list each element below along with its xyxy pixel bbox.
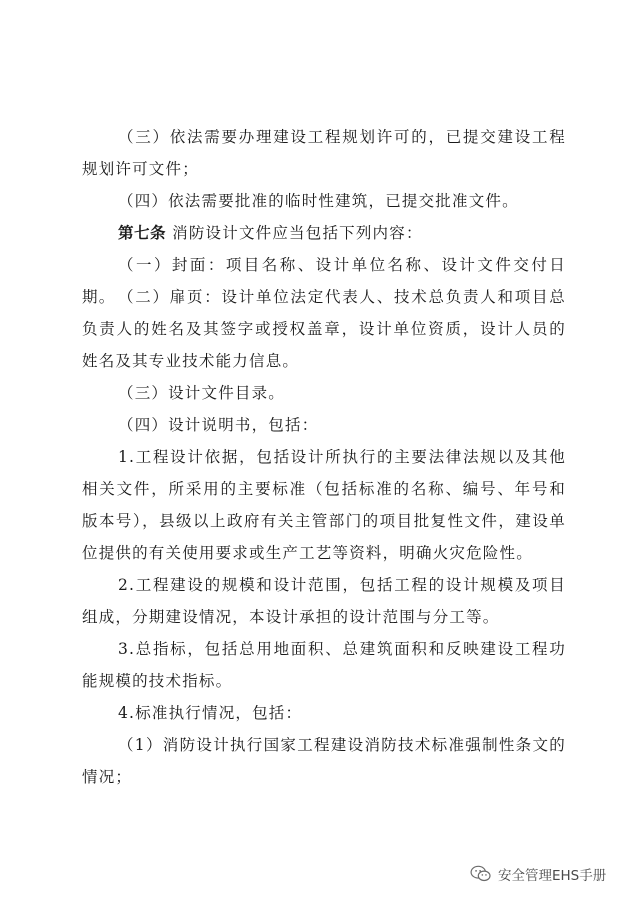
paragraph-standards: 4.标准执行情况，包括： (118, 704, 303, 722)
article-label: 第七条 (118, 223, 167, 242)
wechat-icon (470, 865, 492, 883)
article-7 (82, 217, 566, 249)
paragraph-item-3-approval: （三）依法需要办理建设工程规划许可的，已提交建设工程规划许可文件； (82, 128, 566, 178)
watermark-text: 安全管理EHS手册 (498, 868, 607, 884)
paragraph-design-spec: （四）设计说明书，包括： (118, 416, 319, 434)
article-text: 消防设计文件应当包括下列内容： (172, 224, 423, 242)
paragraph-scale-scope: 2.工程建设的规模和设计范围，包括工程的设计规模及项目组成，分期建设情况，本设计承担的设计范围与分工等。 (82, 576, 566, 626)
paragraph-indicators: 3.总指标，包括总用地面积、总建筑面积和反映建设工程功能规模的技术指标。 (82, 640, 566, 690)
paragraph-design-basis: 1.工程设计依据，包括设计所执行的主要法律法规以及其他相关文件，所采用的主要标准（包括标准的名称、编号、年号和版本号），县级以上政府有关主管部门的项目批复性文件，建设单位提供的有关使用要求或生产工艺等资料，明确火灾危险性。 (82, 448, 566, 562)
paragraph-cover: （一）封面：项目名称、设计单位名称、设计文件交付日期。 (82, 256, 566, 306)
watermark (470, 864, 606, 884)
paragraph-title-page: （二）扉页：设计单位法定代表人、技术总负责人和项目总负责人的姓名及其签字或授权盖章，设计单位资质，设计人员的姓名及其专业技术能力信息。 (82, 288, 566, 370)
paragraph-item-4-temporary: （四）依法需要批准的临时性建筑，已提交批准文件。 (118, 192, 519, 210)
paragraph-directory: （三）设计文件目录。 (118, 384, 286, 402)
paragraph-mandatory-clauses: （1）消防设计执行国家工程建设消防技术标准强制性条文的情况； (82, 736, 566, 786)
